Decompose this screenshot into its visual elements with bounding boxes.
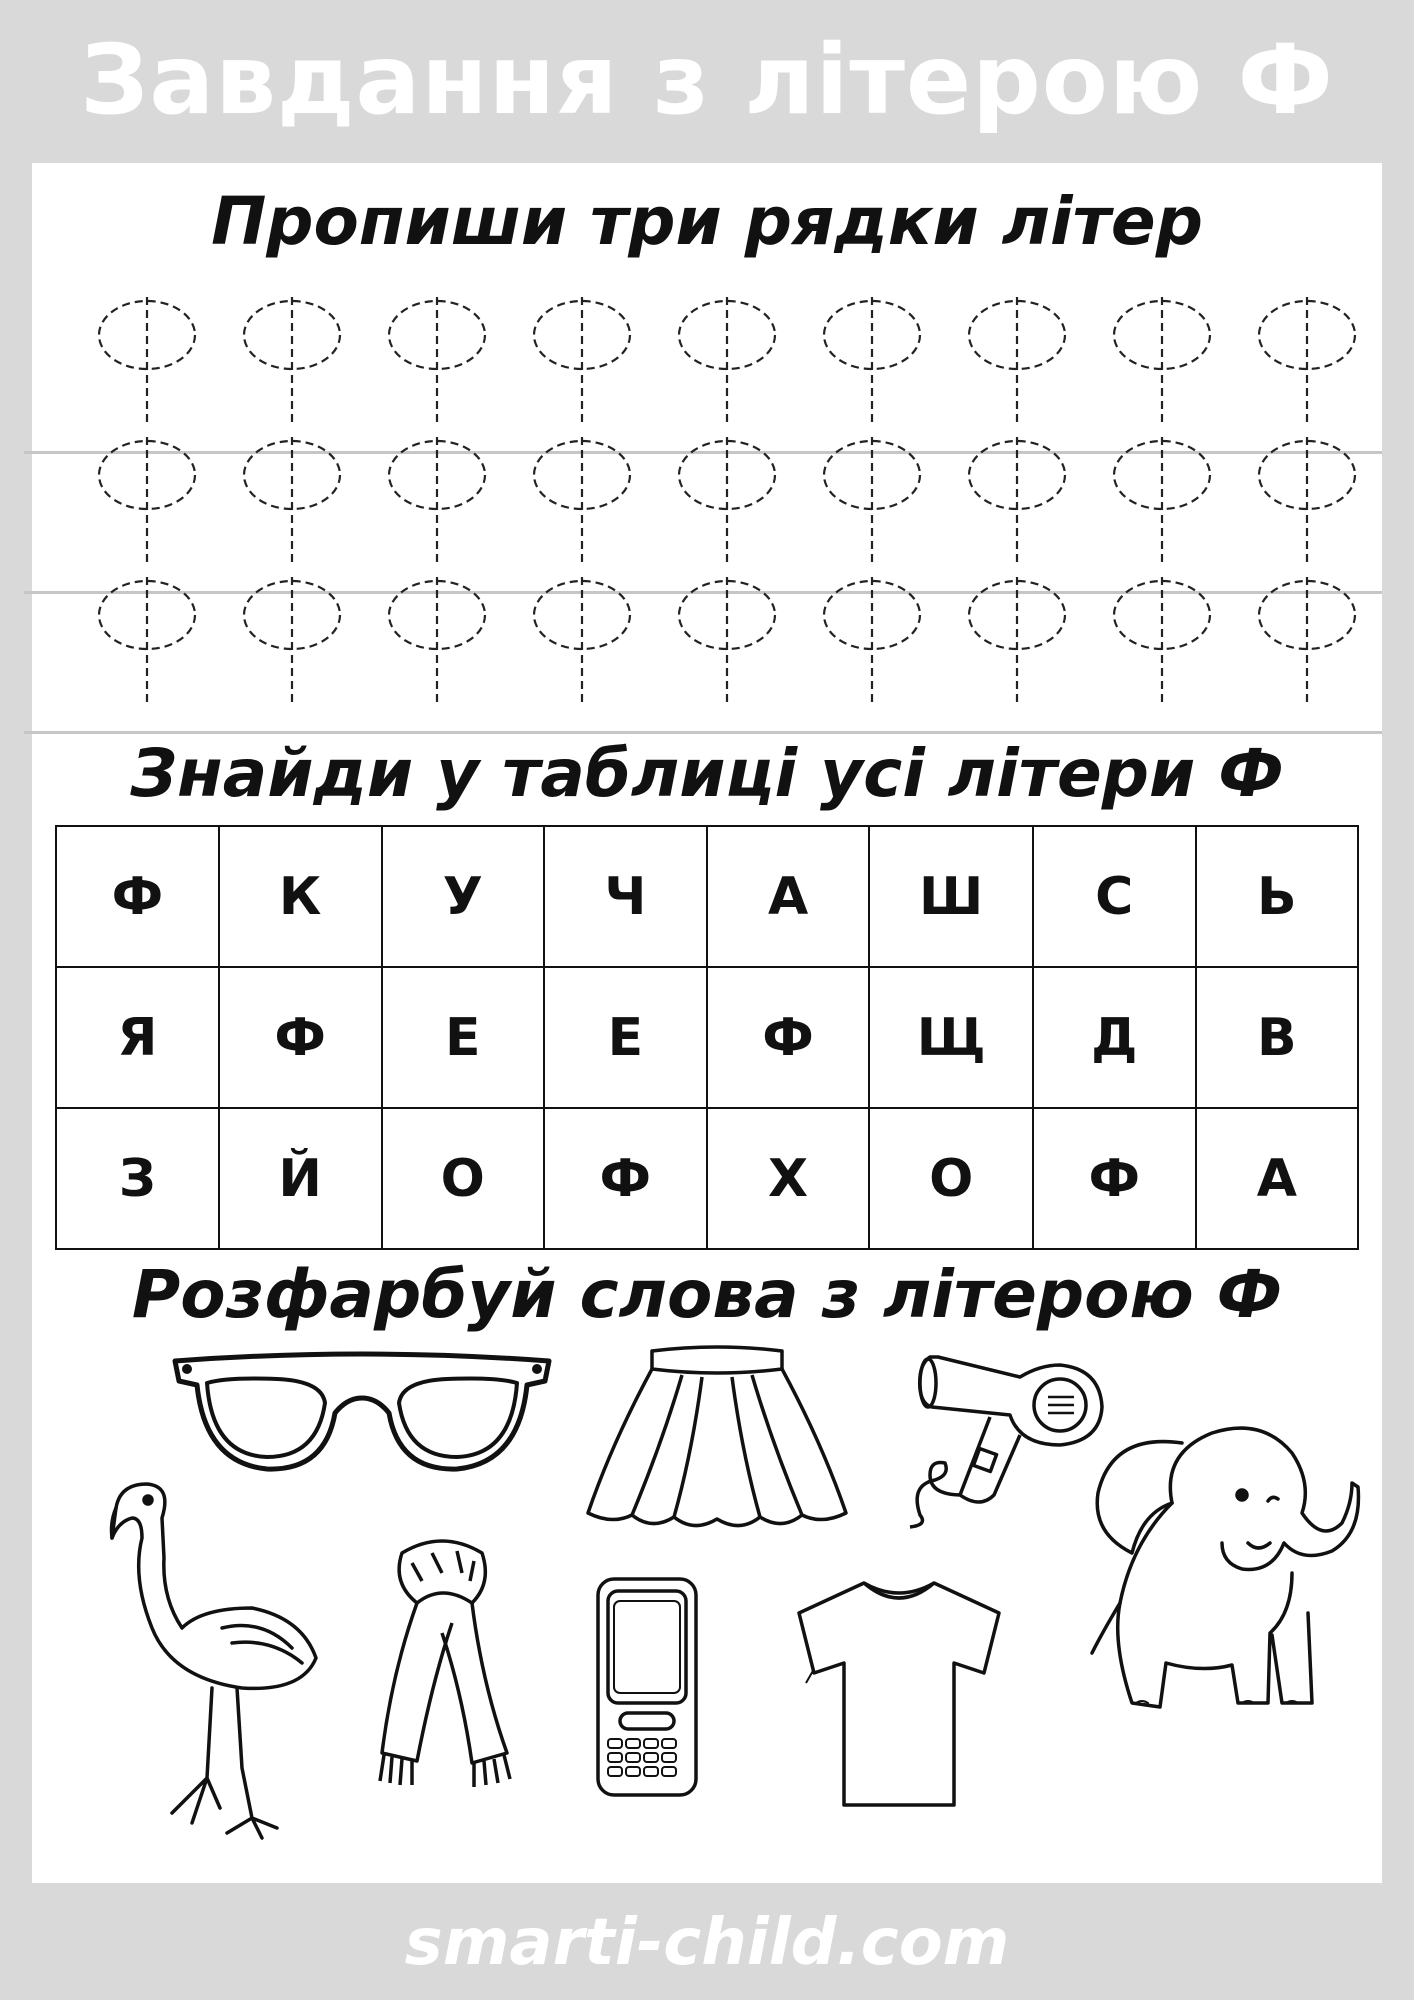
grid-cell[interactable]: Щ [869, 967, 1032, 1108]
worksheet [32, 163, 1382, 1883]
trace-letter-f [227, 293, 357, 433]
grid-cell[interactable]: О [869, 1108, 1032, 1249]
grid-cell[interactable]: С [1033, 826, 1196, 967]
grid-cell[interactable]: Ф [1033, 1108, 1196, 1249]
letter-grid [55, 825, 1359, 1250]
trace-row [82, 433, 1372, 573]
trace-row [82, 573, 1372, 713]
tshirt-icon [784, 1573, 1014, 1813]
grid-row [56, 967, 1358, 1108]
grid-cell[interactable]: У [382, 826, 544, 967]
trace-letter-f [807, 293, 937, 433]
grid-cell[interactable]: К [219, 826, 382, 967]
grid-cell[interactable]: Й [219, 1108, 382, 1249]
trace-letter-f [227, 573, 357, 713]
grid-cell[interactable]: В [1196, 967, 1358, 1108]
trace-letter-f [952, 433, 1082, 573]
grid-cell[interactable]: Ш [869, 826, 1032, 967]
grid-cell[interactable]: Е [544, 967, 707, 1108]
footer-website: smarti-child.com [404, 1906, 1010, 1980]
trace-baseline [24, 731, 1382, 734]
trace-letter-f [517, 293, 647, 433]
trace-letter-f [82, 433, 212, 573]
grid-title: Знайди у таблиці усі літери Ф [130, 735, 1284, 812]
coloring-pictures [32, 1343, 1382, 1883]
grid-row [56, 826, 1358, 967]
phone-icon [592, 1573, 702, 1803]
trace-letter-f [227, 433, 357, 573]
trace-letter-f [372, 573, 502, 713]
grid-row [56, 1108, 1358, 1249]
trace-letter-f [662, 433, 792, 573]
tracing-title: Пропиши три рядки літер [211, 183, 1203, 260]
trace-letter-f [1097, 293, 1227, 433]
grid-cell[interactable]: А [1196, 1108, 1358, 1249]
trace-letter-f [1242, 293, 1372, 433]
trace-letter-f [82, 293, 212, 433]
scarf-icon [362, 1523, 532, 1793]
trace-letter-f [662, 573, 792, 713]
skirt-icon [582, 1343, 852, 1543]
grid-cell[interactable]: Ф [219, 967, 382, 1108]
flamingo-icon [102, 1478, 332, 1848]
glasses-icon [167, 1343, 557, 1483]
grid-cell[interactable]: Ф [707, 967, 870, 1108]
trace-letter-f [1242, 573, 1372, 713]
trace-letter-f [82, 573, 212, 713]
trace-letter-f [662, 293, 792, 433]
grid-cell[interactable]: Ч [544, 826, 707, 967]
trace-letter-f [517, 433, 647, 573]
trace-letter-f [1242, 433, 1372, 573]
trace-letter-f [517, 573, 647, 713]
trace-letter-f [372, 433, 502, 573]
grid-cell[interactable]: Е [382, 967, 544, 1108]
grid-cell[interactable]: А [707, 826, 870, 967]
trace-letter-f [372, 293, 502, 433]
coloring-title: Розфарбуй слова з літерою Ф [131, 1256, 1283, 1333]
grid-cell[interactable]: Ф [544, 1108, 707, 1249]
grid-cell[interactable]: Х [707, 1108, 870, 1249]
trace-letter-f [1097, 573, 1227, 713]
trace-letter-f [952, 293, 1082, 433]
trace-letter-f [952, 573, 1082, 713]
grid-cell[interactable]: Ф [56, 826, 219, 967]
grid-cell[interactable]: З [56, 1108, 219, 1249]
page-title: Завдання з літерою Ф [80, 24, 1334, 136]
grid-cell[interactable]: Я [56, 967, 219, 1108]
grid-cell[interactable]: О [382, 1108, 544, 1249]
grid-cell[interactable]: Ь [1196, 826, 1358, 967]
trace-row [82, 293, 1372, 433]
trace-letter-f [807, 433, 937, 573]
trace-letter-f [1097, 433, 1227, 573]
grid-cell[interactable]: Д [1033, 967, 1196, 1108]
elephant-icon [1072, 1403, 1372, 1743]
trace-letter-f [807, 573, 937, 713]
